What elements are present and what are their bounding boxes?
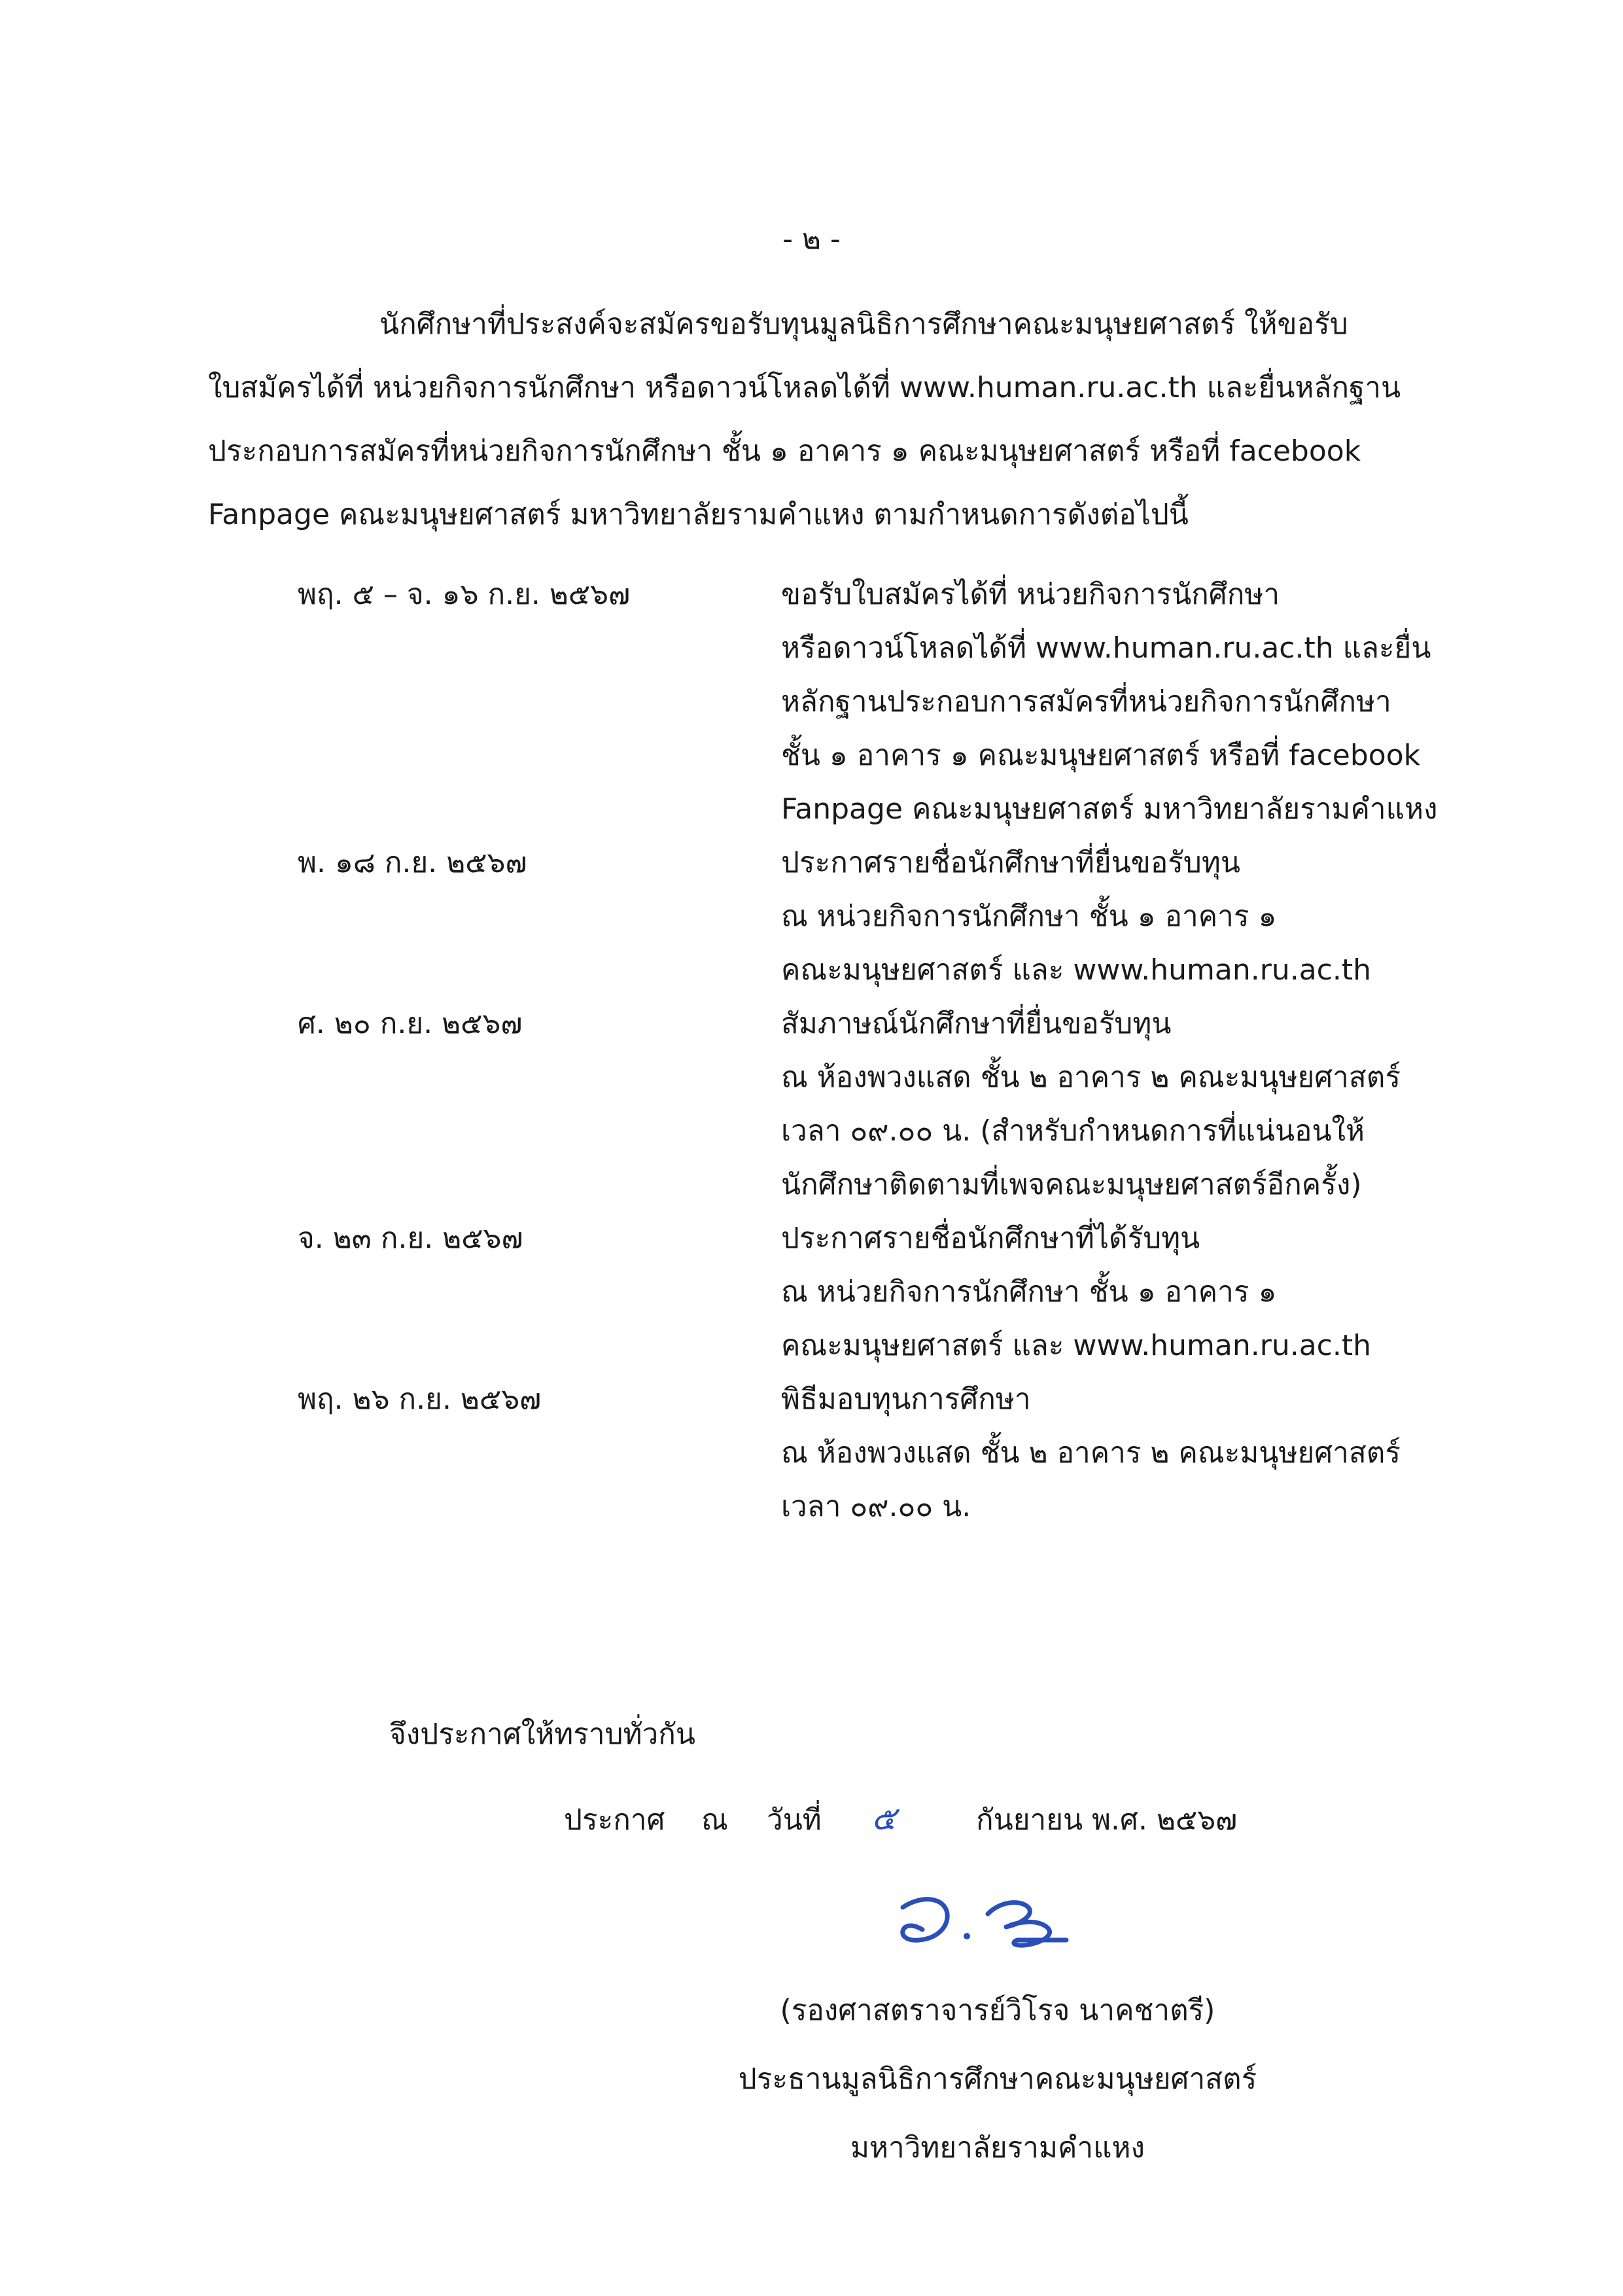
handwritten-signature: [890, 1888, 1086, 1960]
announce-day-label: วันที่: [767, 1803, 822, 1837]
schedule-details: [781, 1373, 1501, 1534]
schedule-detail-line: นักศึกษาติดตามที่เพจคณะมนุษยศาสตร์อีกครั้ง): [781, 1168, 1362, 1201]
schedule-row: [0, 1212, 1623, 1373]
intro-line: ประกอบการสมัครที่หน่วยกิจการนักศึกษา ชั้น ๑ อาคาร ๑ คณะมนุษยศาสตร์ หรือที่ facebook: [208, 434, 1361, 468]
schedule-date: พฤ. ๒๖ ก.ย. ๒๕๖๗: [298, 1383, 542, 1416]
closing-statement: จึงประกาศให้ทราบทั่วกัน: [389, 1718, 695, 1751]
announce-at: ณ: [701, 1803, 728, 1837]
schedule-detail-line: เวลา ๐๙.๐๐ น. (สำหรับกำหนดการที่แน่นอนให้: [781, 1114, 1365, 1148]
schedule-detail-line: หลักฐานประกอบการสมัครที่หน่วยกิจการนักศึกษา: [781, 685, 1391, 718]
schedule-details: [781, 997, 1501, 1212]
schedule-detail-line: หรือดาวน์โหลดได้ที่ www.human.ru.ac.th และยื่น: [781, 631, 1431, 665]
announce-label: ประกาศ: [564, 1803, 665, 1837]
schedule-details: [781, 1212, 1501, 1373]
schedule-detail-line: ณ ห้องพวงแสด ชั้น ๒ อาคาร ๒ คณะมนุษยศาสตร์: [781, 1061, 1401, 1094]
schedule-row: [0, 568, 1623, 836]
schedule-detail-line: คณะมนุษยศาสตร์ และ www.human.ru.ac.th: [781, 953, 1371, 987]
schedule-detail-line: ประกาศรายชื่อนักศึกษาที่ได้รับทุน: [781, 1222, 1200, 1255]
schedule-detail-line: ประกาศรายชื่อนักศึกษาที่ยื่นขอรับทุน: [781, 846, 1240, 879]
schedule-detail-line: ณ ห้องพวงแสด ชั้น ๒ อาคาร ๒ คณะมนุษยศาสตร์: [781, 1436, 1401, 1470]
announce-month-year: กันยายน พ.ศ. ๒๕๖๗: [976, 1803, 1238, 1837]
schedule-row: [0, 997, 1623, 1212]
schedule-row: [0, 836, 1623, 997]
signer-block: [703, 1976, 1292, 2182]
handwritten-day: ๕: [871, 1799, 896, 1837]
announcement-date-line: [564, 1793, 1237, 1845]
schedule-detail-line: คณะมนุษยศาสตร์ และ www.human.ru.ac.th: [781, 1329, 1371, 1362]
schedule-details: [781, 568, 1501, 836]
schedule-detail-line: ณ หน่วยกิจการนักศึกษา ชั้น ๑ อาคาร ๑: [781, 1275, 1277, 1309]
schedule-row: [0, 1373, 1623, 1534]
schedule-detail-line: เวลา ๐๙.๐๐ น.: [781, 1490, 971, 1523]
page-number: - ๒ -: [782, 222, 841, 256]
schedule-detail-line: ขอรับใบสมัครได้ที่ หน่วยกิจการนักศึกษา: [781, 578, 1280, 611]
schedule-table: [0, 568, 1623, 1534]
schedule-date: พ. ๑๘ ก.ย. ๒๕๖๗: [298, 846, 527, 879]
schedule-detail-line: สัมภาษณ์นักศึกษาที่ยื่นขอรับทุน: [781, 1007, 1172, 1040]
schedule-detail-line: Fanpage คณะมนุษยศาสตร์ มหาวิทยาลัยรามคำแหง: [781, 792, 1438, 826]
intro-line: Fanpage คณะมนุษยศาสตร์ มหาวิทยาลัยรามคำแหง ตามกำหนดการดังต่อไปนี้: [208, 498, 1189, 531]
signer-position: ประธานมูลนิธิการศึกษาคณะมนุษยศาสตร์: [738, 2062, 1257, 2096]
signer-organization: มหาวิทยาลัยรามคำแหง: [850, 2131, 1145, 2164]
schedule-detail-line: ณ หน่วยกิจการนักศึกษา ชั้น ๑ อาคาร ๑: [781, 900, 1277, 933]
schedule-details: [781, 836, 1501, 997]
schedule-date: จ. ๒๓ ก.ย. ๒๕๖๗: [298, 1222, 523, 1255]
signer-name: (รองศาสตราจารย์วิโรจ นาคชาตรี): [780, 1994, 1215, 2027]
intro-line: นักศึกษาที่ประสงค์จะสมัครขอรับทุนมูลนิธิการศึกษาคณะมนุษยศาสตร์ ให้ขอรับ: [379, 308, 1348, 341]
schedule-detail-line: พิธีมอบทุนการศึกษา: [781, 1383, 1031, 1416]
schedule-detail-line: ชั้น ๑ อาคาร ๑ คณะมนุษยศาสตร์ หรือที่ facebook: [781, 739, 1421, 772]
schedule-date: ศ. ๒๐ ก.ย. ๒๕๖๗: [298, 1007, 523, 1040]
intro-line: ใบสมัครได้ที่ หน่วยกิจการนักศึกษา หรือดาวน์โหลดได้ที่ www.human.ru.ac.th และยื่นหลักฐาน: [208, 371, 1401, 404]
schedule-date: พฤ. ๕ – จ. ๑๖ ก.ย. ๒๕๖๗: [298, 578, 631, 611]
intro-paragraph: [208, 292, 1490, 546]
